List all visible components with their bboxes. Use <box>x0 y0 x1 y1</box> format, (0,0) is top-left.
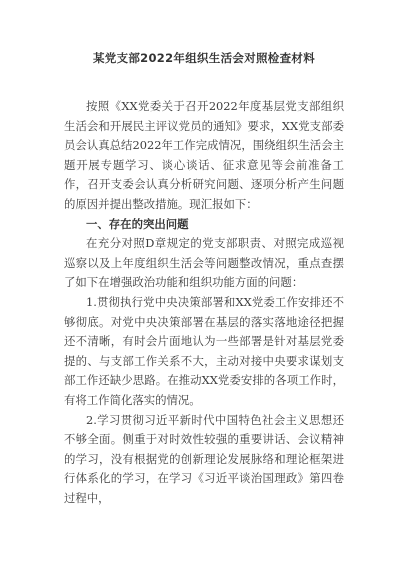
problems-overview-paragraph: 在充分对照D章规定的党支部职责、对照完成巡视巡察以及上年度组织生活会等问题整改情况，重点查摆了如下在增强政治功能和组织功能方面的问题： <box>64 236 344 290</box>
document-title: 某党支部2022年组织生活会对照检查材料 <box>92 51 315 65</box>
document-body <box>64 97 344 508</box>
problem-item-2-paragraph: 2.学习贯彻习近平新时代中国特色社会主义思想还不够全面。侧重于对时效性较强的重要讲话、会议精神的学习，没有根据党的创新理论发展脉络和理论框架进行体系化的学习，在学习《习近平谈治国理政》第四卷过程中， <box>64 412 344 505</box>
section-heading-problems: 一、存在的突出问题 <box>86 216 189 231</box>
intro-paragraph: 按照《XX党委关于召开2022年度基层党支部组织生活会和开展民主评议党员的通知》要求，XX党支部委员会认真总结2022年工作完成情况，围绕组织生活会主题开展专题学习、谈心谈话、征求意见等会前准备工作，召开支委会认真分析研究问题、逐项分析产生问题的原因并提出整改措施。现汇报如下： <box>64 99 344 211</box>
problem-item-1-paragraph: 1.贯彻执行党中央决策部署和XX党委工作安排还不够彻底。对党中央决策部署在基层的落实落地途径把握还不清晰，有时会片面地认为一些部署是针对基层党委提的、与支部工作关系不大，主动对接中央要求谋划支部工作还缺少思路。在推动XX党委安排的各项工作时，有将工作简化落实的情况。 <box>64 294 344 407</box>
